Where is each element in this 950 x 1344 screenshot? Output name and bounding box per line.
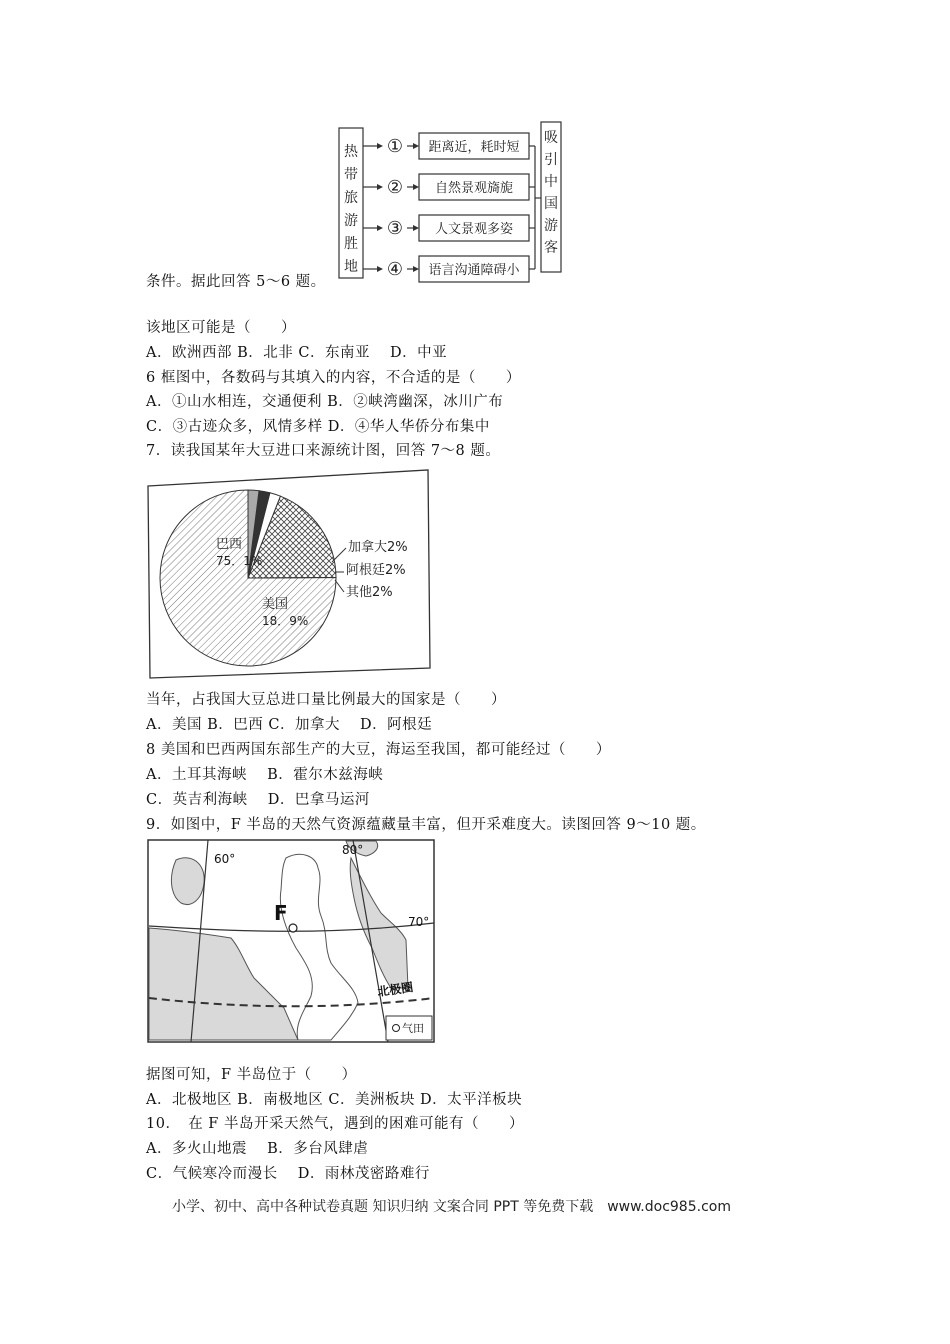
soybean-import-pie-chart bbox=[146, 468, 432, 682]
tourism-flow-diagram bbox=[337, 118, 567, 290]
question-9: 据图可知，F 半岛位于（ ） bbox=[146, 1067, 357, 1083]
peninsula-label: F bbox=[274, 901, 288, 925]
svg-text:胜: 胜 bbox=[344, 236, 358, 252]
svg-text:客: 客 bbox=[544, 240, 558, 256]
question-7-options: A．美国 B．巴西 C．加拿大 D．阿根廷 bbox=[146, 717, 433, 733]
question-6-options-cd: C．③古迹众多，风情多样 D．④华人华侨分布集中 bbox=[146, 419, 490, 435]
question-8-options-cd: C．英吉利海峡 D．巴拿马运河 bbox=[146, 792, 370, 808]
svg-text:地: 地 bbox=[344, 259, 358, 275]
question-8: 8 美国和巴西两国东部生产的大豆，海运至我国，都可能经过（ ） bbox=[146, 742, 611, 758]
pie-value-us: 18．9% bbox=[262, 614, 309, 628]
question-10: 10． 在 F 半岛开采天然气，遇到的困难可能有（ ） bbox=[146, 1116, 524, 1132]
diagram-box-text-3: 人文景观多姿 bbox=[434, 222, 514, 237]
diagram-number-2: ② bbox=[386, 177, 404, 198]
question-intro-5-6: 条件。据此回答 5～6 题。 bbox=[146, 274, 326, 290]
pie-label-us: 美国 bbox=[262, 597, 289, 612]
question-8-options-ab: A．土耳其海峡 B．霍尔木兹海峡 bbox=[146, 767, 384, 783]
diagram-number-3: ③ bbox=[386, 218, 404, 239]
svg-text:引: 引 bbox=[544, 152, 558, 168]
question-10-options-ab: A．多火山地震 B．多台风肆虐 bbox=[146, 1141, 369, 1157]
gas-field-marker bbox=[289, 924, 297, 932]
question-9-options: A．北极地区 B．南极地区 C．美洲板块 D．太平洋板块 bbox=[146, 1092, 523, 1108]
svg-text:游: 游 bbox=[544, 218, 558, 234]
question-5: 该地区可能是（ ） bbox=[146, 320, 296, 336]
svg-text:中: 中 bbox=[544, 174, 558, 190]
longitude-60-label: 60° bbox=[214, 852, 236, 866]
question-intro-7-8: 7．读我国某年大豆进口来源统计图，回答 7～8 题。 bbox=[146, 443, 501, 459]
question-6: 6 框图中，各数码与其填入的内容，不合适的是（ ） bbox=[146, 370, 521, 386]
diagram-number-4: ④ bbox=[386, 259, 404, 280]
question-10-options-cd: C．气候寒冷而漫长 D．雨林茂密路难行 bbox=[146, 1166, 430, 1182]
question-6-options-ab: A．①山水相连，交通便利 B．②峡湾幽深，冰川广布 bbox=[146, 394, 504, 410]
svg-text:吸: 吸 bbox=[544, 130, 558, 146]
pie-label-argentina: 阿根廷2% bbox=[346, 563, 406, 578]
latitude-80-label: 80° bbox=[342, 843, 364, 857]
arctic-circle-label: 北极圈 bbox=[376, 980, 415, 999]
diagram-box-text-1: 距离近，耗时短 bbox=[428, 140, 520, 155]
pie-label-canada: 加拿大2% bbox=[348, 540, 408, 555]
latitude-70-label: 70° bbox=[408, 915, 430, 929]
f-peninsula-map bbox=[146, 838, 436, 1044]
pie-label-brazil: 巴西 bbox=[216, 537, 243, 552]
land-top-left bbox=[171, 858, 204, 905]
legend-gas-field-icon bbox=[393, 1025, 400, 1032]
pie-label-other: 其他2% bbox=[346, 585, 393, 600]
page-footer: 小学、初中、高中各种试卷真题 知识归纳 文案合同 PPT 等免费下载 www.doc985.com bbox=[172, 1199, 731, 1215]
svg-text:热: 热 bbox=[344, 144, 358, 160]
question-5-options: A．欧洲西部 B．北非 C．东南亚 D．中亚 bbox=[146, 345, 448, 361]
diagram-box-text-4: 语言沟通障碍小 bbox=[428, 263, 520, 278]
diagram-box-text-2: 自然景观旖旎 bbox=[434, 181, 514, 196]
svg-text:国: 国 bbox=[544, 196, 558, 212]
svg-text:带: 带 bbox=[344, 167, 358, 183]
question-7: 当年，占我国大豆总进口量比例最大的国家是（ ） bbox=[146, 692, 506, 708]
svg-text:游: 游 bbox=[344, 213, 358, 229]
legend-label: 气田 bbox=[402, 1022, 424, 1035]
question-intro-9-10: 9．如图中，F 半岛的天然气资源蕴藏量丰富，但开采难度大。读图回答 9～10 题。 bbox=[146, 817, 706, 833]
svg-text:旅: 旅 bbox=[344, 190, 358, 206]
pie-value-brazil: 75．1% bbox=[216, 554, 263, 568]
diagram-number-1: ① bbox=[386, 136, 404, 157]
